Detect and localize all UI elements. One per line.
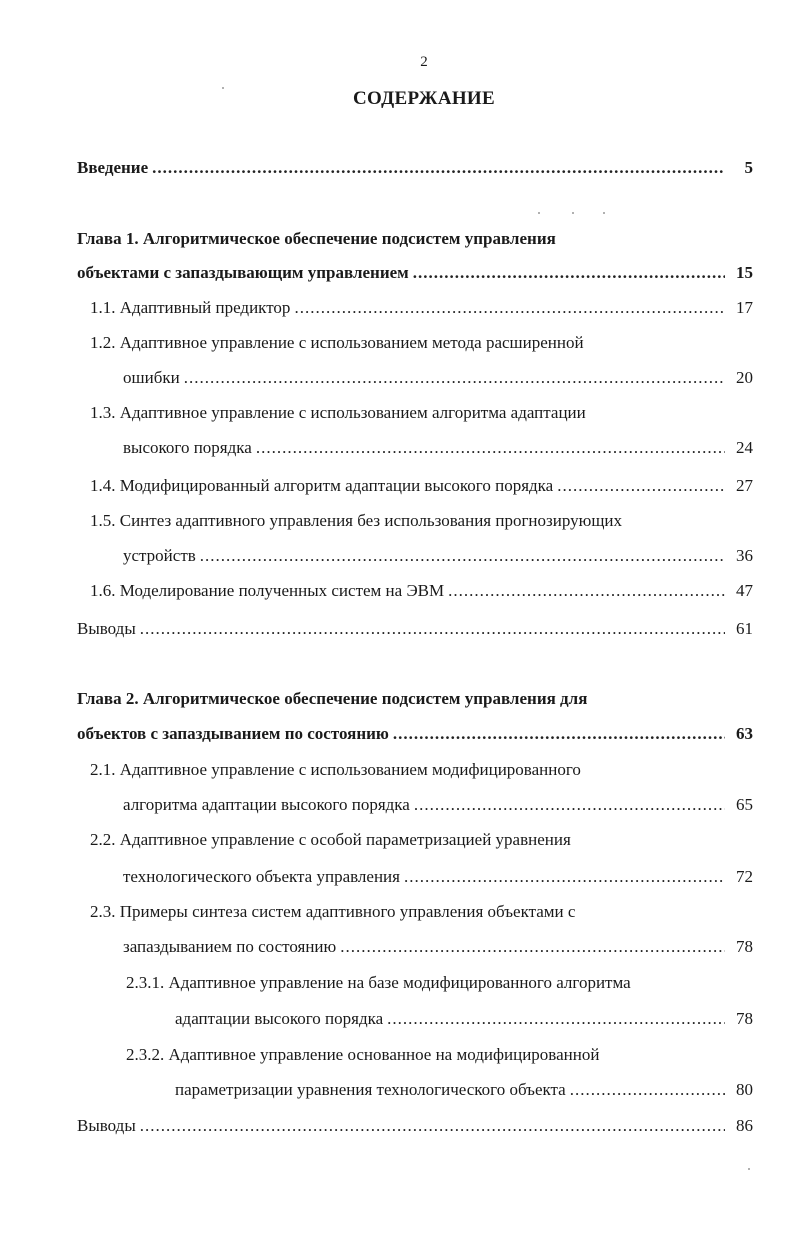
toc-page-number: 20	[736, 368, 753, 387]
toc-entry-subsection-2-3-1[interactable]	[175, 1008, 753, 1030]
dot-leader	[413, 262, 725, 284]
toc-entry-label: объектов с запаздыванием по состоянию	[77, 724, 389, 743]
toc-entry-label: адаптации высокого порядка	[175, 1009, 384, 1028]
toc-page-number: 78	[736, 1009, 753, 1028]
dot-leader	[294, 297, 725, 319]
toc-section-2-2-line-1: 2.2. Адаптивное управление с особой параметризацией уравнения	[90, 830, 571, 849]
dot-leader	[140, 1115, 725, 1137]
toc-subsection-2-3-2-line-1: 2.3.2. Адаптивное управление основанное на модифицированной	[126, 1045, 600, 1064]
dot-leader	[340, 936, 725, 958]
page-title: СОДЕРЖАНИЕ	[353, 88, 495, 109]
dot-leader	[387, 1008, 725, 1030]
toc-entry-label: устройств	[123, 546, 196, 565]
dot-leader	[152, 157, 725, 179]
toc-entry-label: параметризации уравнения технологического объекта	[175, 1080, 566, 1099]
toc-entry-label: технологического объекта управления	[123, 867, 400, 886]
toc-entry-chapter-2[interactable]	[77, 723, 753, 745]
dot-leader	[557, 475, 725, 497]
page-number: 2	[420, 54, 428, 70]
toc-entry-intro[interactable]	[77, 157, 753, 179]
toc-section-1-5-line-1: 1.5. Синтез адаптивного управления без использования прогнозирующих	[90, 511, 623, 530]
toc-page-number: 47	[736, 581, 753, 600]
toc-page-number: 61	[736, 619, 753, 638]
toc-entry-label: Введение	[77, 158, 149, 177]
toc-entry-section-1-6[interactable]	[90, 580, 753, 602]
toc-section-2-1-line-1: 2.1. Адаптивное управление с использованием модифицированного	[90, 760, 581, 779]
toc-page-number: 15	[736, 263, 753, 282]
toc-section-1-3-line-1: 1.3. Адаптивное управление с использованием алгоритма адаптации	[90, 403, 586, 422]
toc-entry-section-1-1[interactable]	[90, 297, 753, 319]
toc-entry-label: 1.4. Модифицированный алгоритм адаптации высокого порядка	[90, 476, 554, 495]
toc-entry-label: объектами с запаздывающим управлением	[77, 263, 409, 282]
dot-leader	[570, 1079, 725, 1101]
toc-entry-label: высокого порядка	[123, 438, 252, 457]
toc-entry-label: запаздыванием по состоянию	[123, 937, 337, 956]
toc-page-number: 78	[736, 937, 753, 956]
toc-page-number: 27	[736, 476, 753, 495]
toc-entry-section-2-3[interactable]	[123, 936, 753, 958]
toc-entry-label: 1.1. Адаптивный предиктор	[90, 298, 291, 317]
toc-entry-section-1-3[interactable]	[123, 437, 753, 459]
toc-page-number: 5	[744, 158, 753, 177]
toc-entry-label: 1.6. Моделирование полученных систем на ЭВМ	[90, 581, 445, 600]
toc-subsection-2-3-1-line-1: 2.3.1. Адаптивное управление на базе модифицированного алгоритма	[126, 973, 631, 992]
dot-leader	[200, 545, 725, 567]
toc-page-number: 63	[736, 724, 753, 743]
toc-entry-chapter-2-conclusions[interactable]	[77, 1115, 753, 1137]
toc-page-number: 17	[736, 298, 753, 317]
dot-leader	[256, 437, 725, 459]
toc-entry-label: Выводы	[77, 1116, 136, 1135]
toc-page-number: 65	[736, 795, 753, 814]
dot-leader	[184, 367, 725, 389]
chapter-2-title-line-1: Глава 2. Алгоритмическое обеспечение подсистем управления для	[77, 689, 588, 708]
toc-section-1-2-line-1: 1.2. Адаптивное управление с использованием метода расширенной	[90, 333, 584, 352]
dot-leader	[414, 794, 725, 816]
toc-entry-label: ошибки	[123, 368, 180, 387]
dot-leader	[140, 618, 725, 640]
chapter-1-title-line-1: Глава 1. Алгоритмическое обеспечение подсистем управления	[77, 229, 556, 248]
toc-page-number: 72	[736, 867, 753, 886]
toc-entry-label: Выводы	[77, 619, 136, 638]
toc-page-number: 80	[736, 1080, 753, 1099]
dot-leader	[448, 580, 725, 602]
dot-leader	[393, 723, 725, 745]
toc-entry-section-1-2[interactable]	[123, 367, 753, 389]
toc-section-2-3-line-1: 2.3. Примеры синтеза систем адаптивного управления объектами с	[90, 902, 576, 921]
toc-entry-section-1-5[interactable]	[123, 545, 753, 567]
toc-entry-chapter-1[interactable]	[77, 262, 753, 284]
dot-leader	[404, 866, 725, 888]
toc-entry-section-2-2[interactable]	[123, 866, 753, 888]
toc-entry-section-1-4[interactable]	[90, 475, 753, 497]
toc-entry-subsection-2-3-2[interactable]	[175, 1079, 753, 1101]
toc-page-number: 86	[736, 1116, 753, 1135]
toc-page-number: 24	[736, 438, 753, 457]
toc-page-number: 36	[736, 546, 753, 565]
toc-entry-chapter-1-conclusions[interactable]	[77, 618, 753, 640]
toc-entry-label: алгоритма адаптации высокого порядка	[123, 795, 410, 814]
toc-entry-section-2-1[interactable]	[123, 794, 753, 816]
